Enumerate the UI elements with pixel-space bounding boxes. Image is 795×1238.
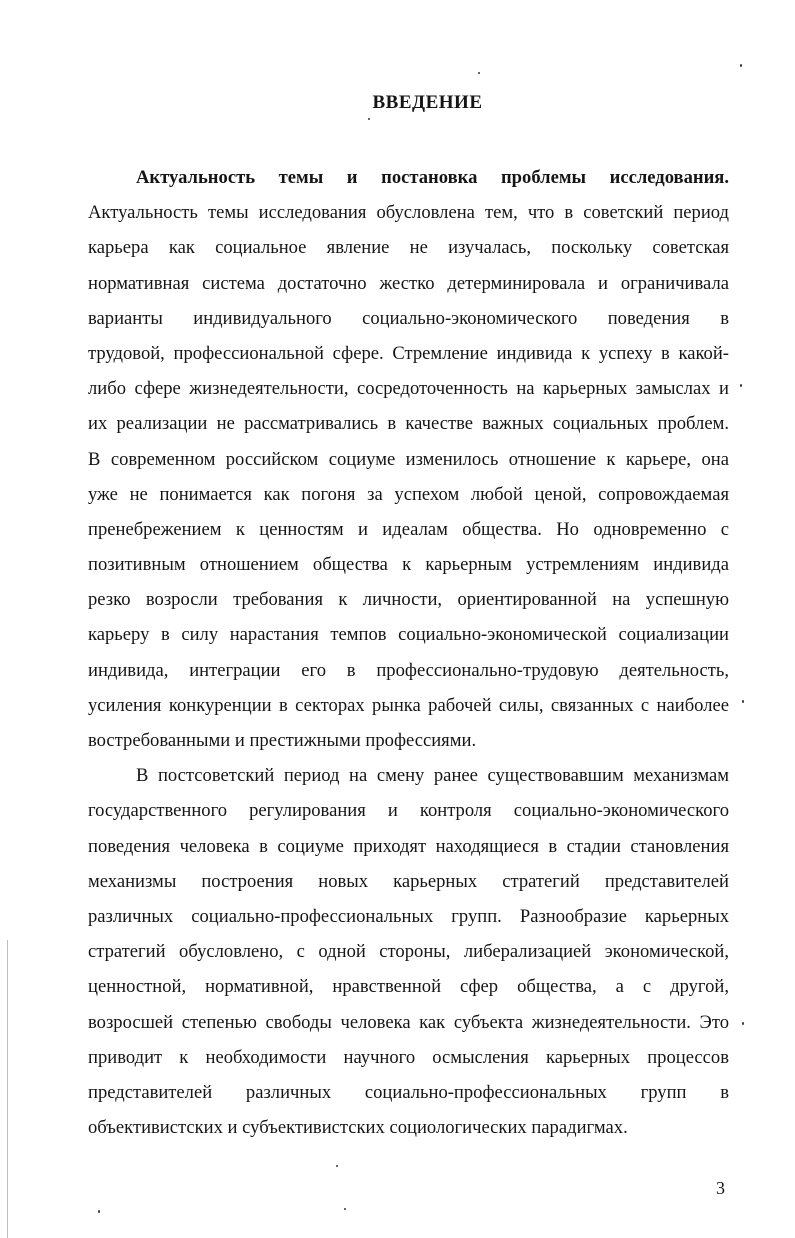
scan-speck	[740, 64, 742, 67]
text-line: позитивным отношением общества к карьерным устремлениям индивида	[88, 554, 729, 576]
text-line: карьера как социальное явление не изучалась, поскольку советская	[88, 237, 729, 259]
text-line: либо сфере жизнедеятельности, сосредоточенность на карьерных замыслах и	[88, 378, 729, 400]
paragraph-1-lead-in: Актуальность темы и постановка проблемы исследования.	[136, 167, 729, 188]
text-line: различных социально-профессиональных групп. Разнообразие карьерных	[88, 905, 729, 927]
text-line: нормативная система достаточно жестко детерминировала и ограничивала	[88, 272, 729, 294]
scan-speck	[98, 1210, 100, 1213]
text-line: В постсоветский период на смену ранее существовавшим механизмам	[136, 765, 729, 787]
text-line: карьеру в силу нарастания темпов социально-экономической социализации	[88, 624, 729, 646]
text-line: варианты индивидуального социально-экономического поведения в	[88, 307, 729, 329]
scan-edge-line	[7, 940, 8, 1238]
text-line: усиления конкуренции в секторах рынка рабочей силы, связанных с наиболее	[88, 694, 729, 716]
text-line: трудовой, профессиональной сфере. Стремление индивида к успеху в какой-	[88, 342, 729, 364]
page-title: ВВЕДЕНИЕ	[372, 92, 483, 113]
scan-speck	[368, 118, 370, 120]
text-line: возросшей степенью свободы человека как субъекта жизнедеятельности. Это	[88, 1011, 729, 1033]
text-line: востребованными и престижными профессиями.	[88, 730, 477, 751]
text-line: индивида, интеграции его в профессионально-трудовую деятельность,	[88, 659, 729, 681]
scan-speck	[336, 1165, 338, 1167]
text-line: уже не понимается как погоня за успехом любой ценой, сопровождаемая	[88, 483, 729, 505]
scan-speck	[742, 700, 744, 703]
text-line: В современном российском социуме изменилось отношение к карьере, она	[88, 448, 729, 470]
page-number: 3	[716, 1178, 725, 1198]
text-line: их реализации не рассматривались в качестве важных социальных проблем.	[88, 413, 729, 435]
scan-speck	[478, 72, 480, 74]
text-line: представителей различных социально-профессиональных групп в	[88, 1081, 729, 1103]
text-line: поведения человека в социуме приходят находящиеся в стадии становления	[88, 835, 729, 857]
scan-speck	[344, 1208, 346, 1210]
text-line: ценностной, нормативной, нравственной сфер общества, а с другой,	[88, 976, 729, 998]
text-line: пренебрежением к ценностям и идеалам общества. Но одновременно с	[88, 518, 729, 540]
text-line: Актуальность темы исследования обусловлена тем, что в советский период	[88, 202, 729, 224]
text-line: государственного регулирования и контроля социально-экономического	[88, 800, 729, 822]
text-line: резко возросли требования к личности, ориентированной на успешную	[88, 589, 729, 611]
text-line: объективистских и субъективистских социологических парадигмах.	[88, 1117, 628, 1139]
scan-speck	[740, 384, 742, 387]
text-line: механизмы построения новых карьерных стратегий представителей	[88, 870, 729, 892]
scan-speck	[742, 1022, 744, 1025]
text-line: стратегий обусловлено, с одной стороны, либерализацией экономической,	[88, 941, 729, 963]
body-text	[88, 160, 729, 1145]
text-line: приводит к необходимости научного осмысления карьерных процессов	[88, 1046, 729, 1068]
